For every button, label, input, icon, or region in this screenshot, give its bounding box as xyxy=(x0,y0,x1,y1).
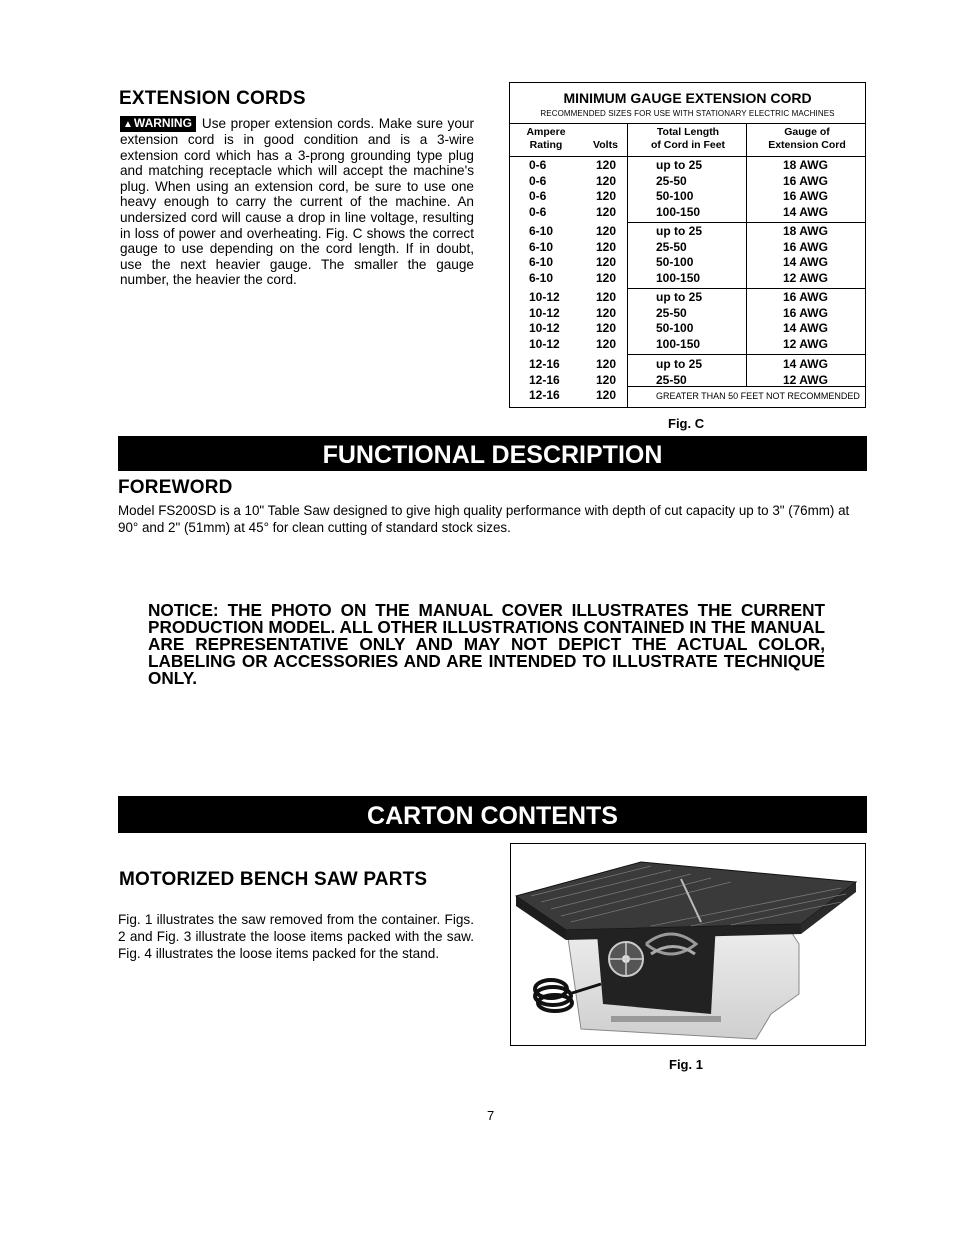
group3-ampere: 10-12 10-12 10-12 10-12 xyxy=(529,290,560,351)
header-total-length xyxy=(628,126,748,151)
fig-c-caption: Fig. C xyxy=(668,416,705,431)
column-divider-head xyxy=(627,123,628,155)
motorized-bench-saw-heading: MOTORIZED BENCH SAW PARTS xyxy=(119,869,428,890)
extension-cords-text: Use proper extension cords. Make sure your extension cord is in good condition and is a 3-wire extension cord which has a 3-prong grounding type plug and matching receptacle which will accept the machine's plug. When using an extension cord, be sure to use one heavy enough to carry the current of the machine. An undersized cord will cause a drop in line voltage, resulting in loss of power and overheating. Fig. C shows the correct gauge to use depending on the cord length. If in doubt, use the next heavier gauge. The smaller the gauge number, the heavier the cord. xyxy=(120,116,474,288)
table-title: MINIMUM GAUGE EXTENSION CORD xyxy=(563,90,812,106)
group3-gauge: 16 AWG 16 AWG 14 AWG 12 AWG xyxy=(783,290,828,351)
group1-length: up to 25 25-50 50-100 100-150 xyxy=(656,158,703,219)
table-header-row xyxy=(510,123,865,157)
header-rating: Rating xyxy=(529,138,563,151)
carton-contents-text: Fig. 1 illustrates the saw removed from the container. Figs. 2 and Fig. 3 illustrate the loose items packed with the saw. Fig. 4 illustrates the loose items packed for the stand. xyxy=(118,912,474,961)
group2-gauge: 18 AWG 16 AWG 14 AWG 12 AWG xyxy=(783,224,828,285)
group3-volts: 120 120 120 120 xyxy=(596,290,617,351)
group2-volts: 120 120 120 120 xyxy=(596,224,617,285)
group3-length: up to 25 25-50 50-100 100-150 xyxy=(656,290,703,351)
table-saw-image xyxy=(511,844,864,1044)
group4-gauge: 14 AWG 12 AWG xyxy=(783,357,828,387)
header-ampere: Ampere xyxy=(526,126,566,138)
group2-length: up to 25 25-50 50-100 100-150 xyxy=(656,224,703,285)
notice-text: NOTICE: THE PHOTO ON THE MANUAL COVER ILLUSTRATES THE CURRENT PRODUCTION MODEL. ALL OTHER ILLUSTRATIONS CONTAINED IN THE MANUAL ARE REPRESENTATIVE ONLY AND MAY NOT DEPICT THE ACTUAL COLOR, LABELING OR ACCESSORIES AND ARE INTENDED TO ILLUSTRATE TECHNIQUE ONLY. xyxy=(148,600,825,688)
warning-triangle-icon: ▲ xyxy=(123,119,133,130)
group-divider xyxy=(627,222,865,223)
table-subtitle: RECOMMENDED SIZES FOR USE WITH STATIONARY ELECTRIC MACHINES xyxy=(540,109,835,118)
table-footnote: GREATER THAN 50 FEET NOT RECOMMENDED xyxy=(656,391,860,401)
group1-volts: 120 120 120 120 xyxy=(596,158,617,219)
functional-description-bar: FUNCTIONAL DESCRIPTION xyxy=(118,436,867,471)
warning-label: WARNING xyxy=(133,116,192,130)
group-divider xyxy=(627,354,865,355)
warning-badge xyxy=(120,116,196,132)
table-saw-photo xyxy=(510,843,866,1046)
group1-gauge: 18 AWG 16 AWG 16 AWG 14 AWG xyxy=(783,158,828,219)
extension-cords-heading: EXTENSION CORDS xyxy=(119,88,306,109)
header-ampere-rating xyxy=(512,126,580,151)
fig-1-caption: Fig. 1 xyxy=(669,1057,703,1072)
group4-ampere: 12-16 12-16 12-16 xyxy=(529,357,560,402)
extension-cords-paragraph xyxy=(120,116,474,288)
group4-volts: 120 120 120 xyxy=(596,357,617,402)
header-volts: Volts xyxy=(593,139,618,151)
extension-cord-table xyxy=(509,82,866,408)
header-total-length-1: Total Length xyxy=(656,126,720,138)
foreword-heading: FOREWORD xyxy=(118,477,233,498)
header-gauge xyxy=(748,126,866,151)
foreword-text: Model FS200SD is a 10" Table Saw designed to give high quality performance with depth of cut capacity up to 3" (76mm) at 90° and 2" (51mm) at 45° for clean cutting of standard stock sizes. xyxy=(118,503,850,535)
group1-ampere: 0-6 0-6 0-6 0-6 xyxy=(529,158,547,219)
page-number: 7 xyxy=(487,1108,495,1123)
column-divider xyxy=(746,123,747,386)
header-total-length-2: of Cord in Feet xyxy=(650,138,726,151)
header-gauge-2: Extension Cord xyxy=(768,138,846,151)
group-divider xyxy=(627,288,865,289)
carton-contents-bar: CARTON CONTENTS xyxy=(118,796,867,833)
column-divider-volts xyxy=(627,155,628,408)
group2-ampere: 6-10 6-10 6-10 6-10 xyxy=(529,224,554,285)
group4-length: up to 25 25-50 xyxy=(656,357,703,387)
header-gauge-1: Gauge of xyxy=(784,126,830,138)
